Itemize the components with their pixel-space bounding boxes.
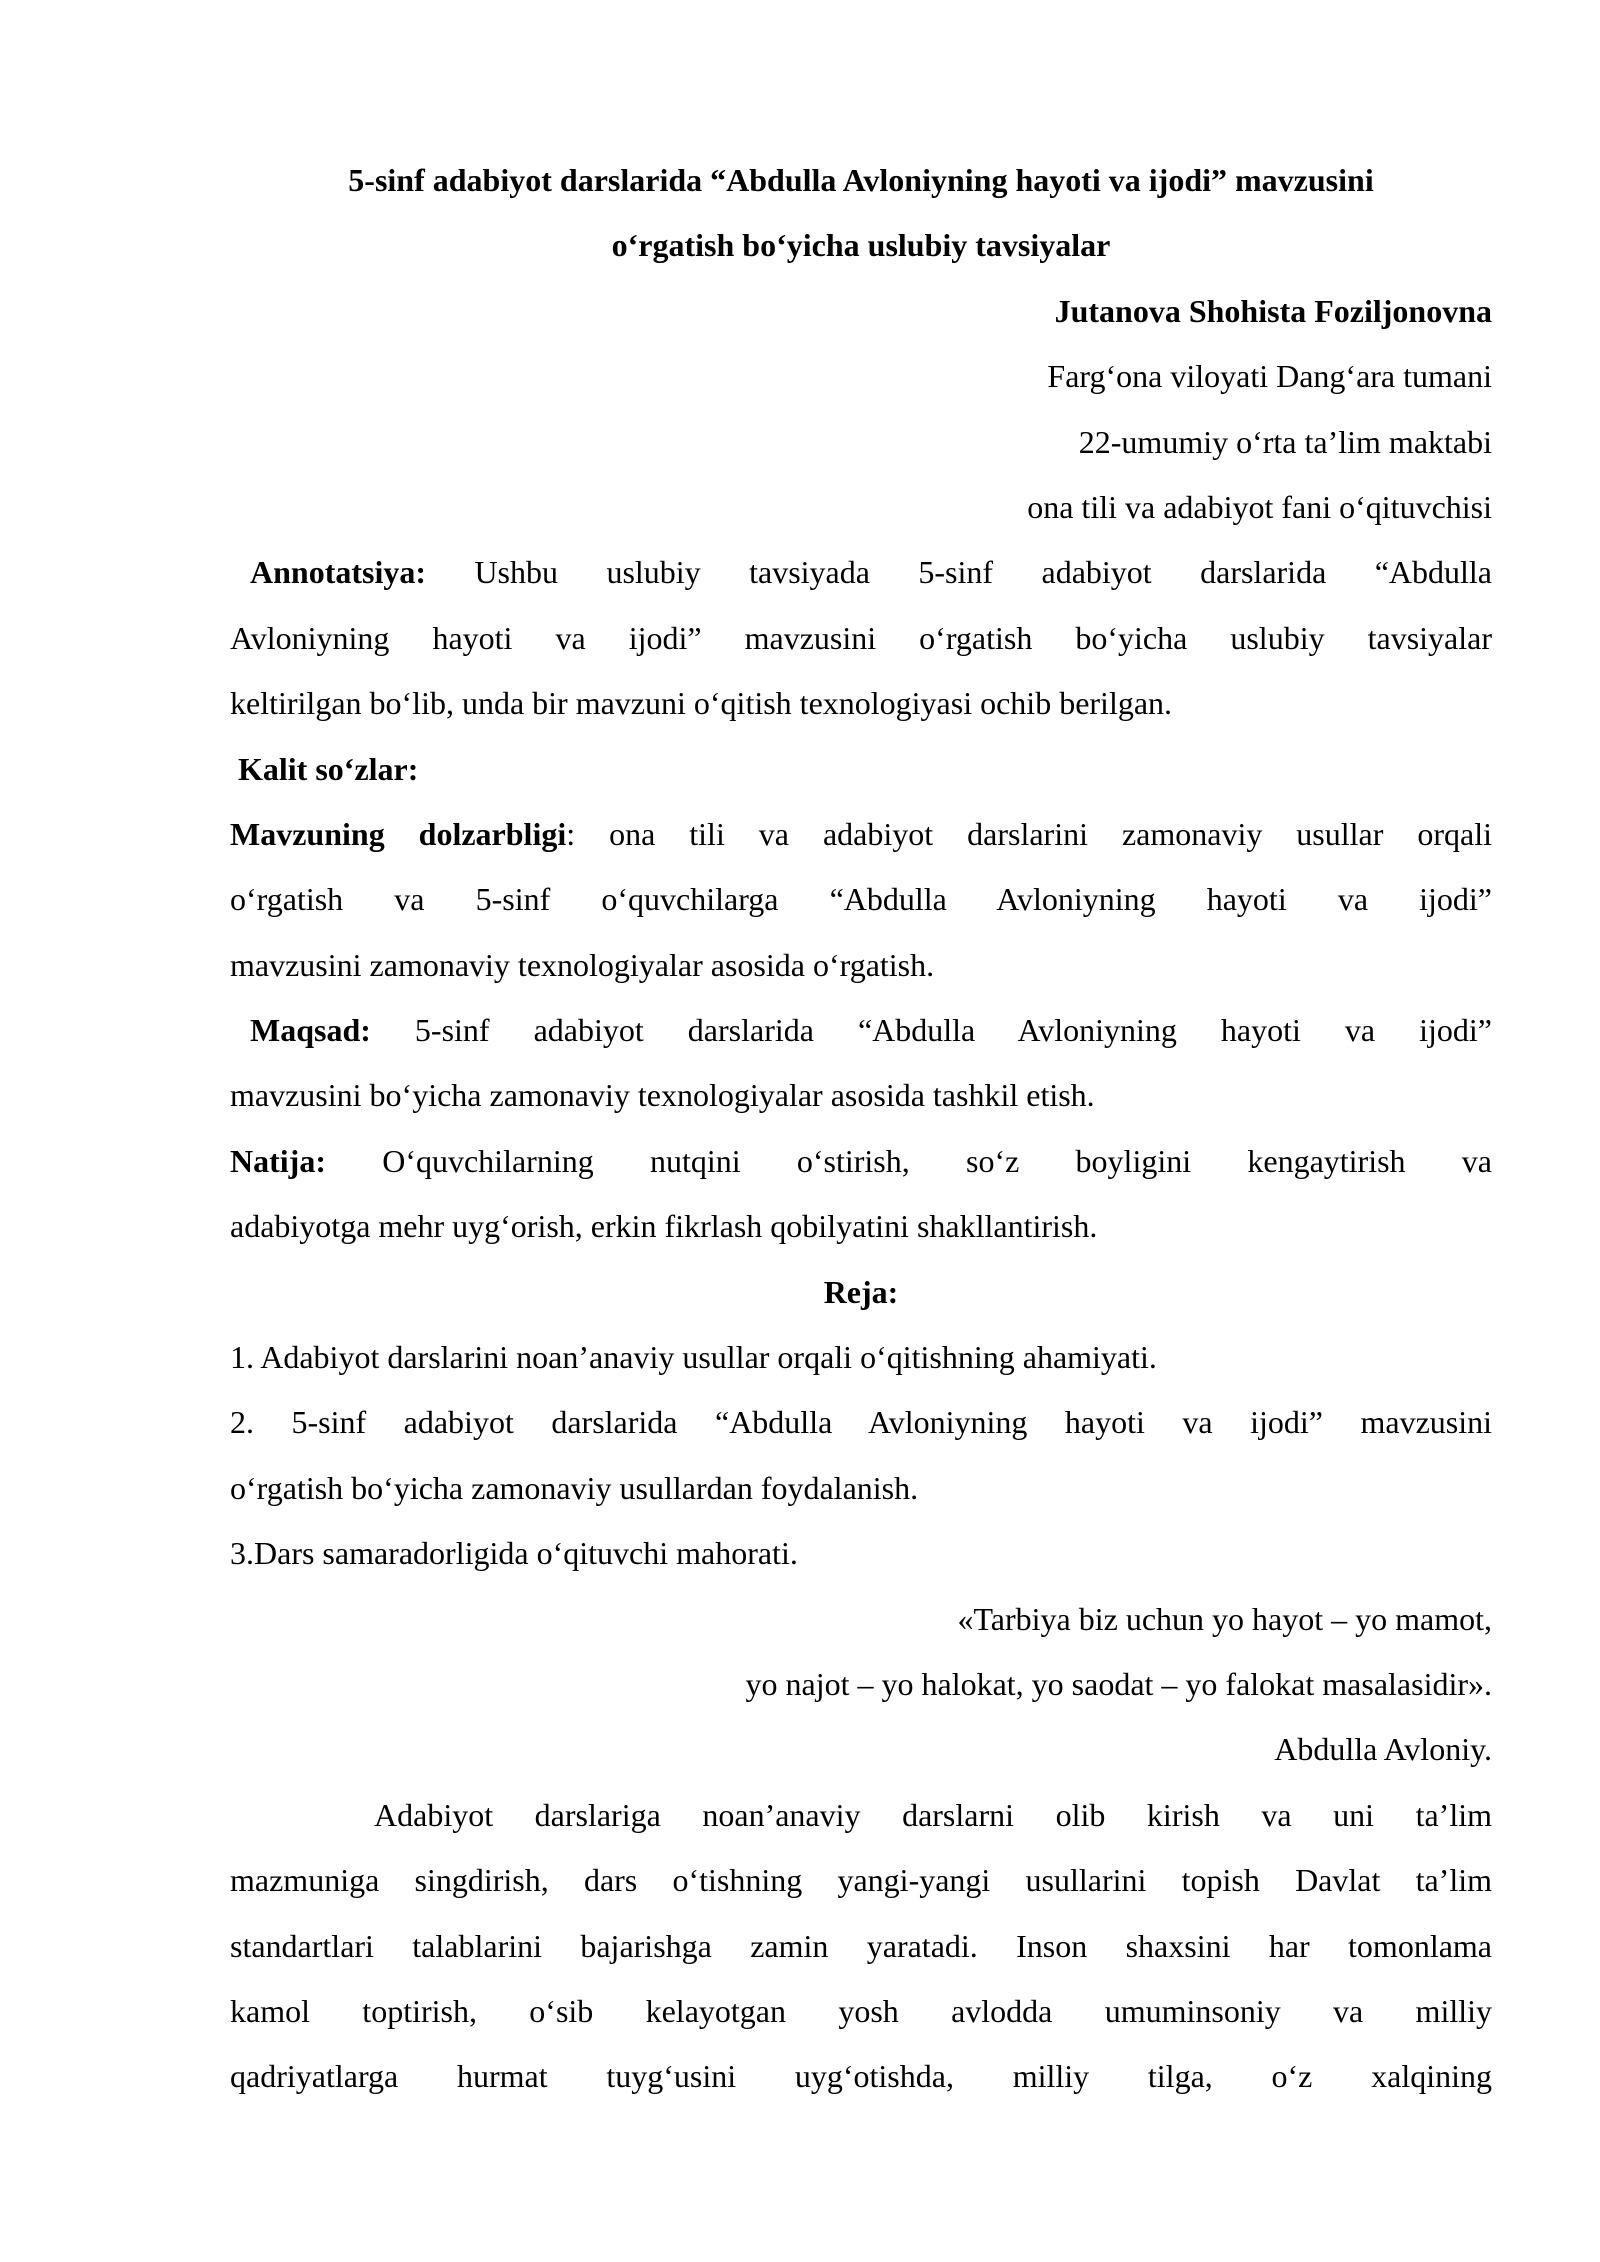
article-title-line-2: o‘rgatish bo‘yicha uslubiy tavsiyalar — [611, 227, 1111, 264]
relevance-line-3: mavzusini zamonaviy texnologiyalar asosida o‘rgatish. — [230, 946, 935, 983]
author-school: 22-umumiy o‘rta ta’lim maktabi — [1078, 423, 1492, 460]
epigraph-line-1: «Tarbiya biz uchun yo hayot – yo mamot, — [957, 1600, 1492, 1637]
result-line-2: adabiyotga mehr uyg‘orish, erkin fikrlash qobilyatini shakllantirish. — [230, 1208, 1098, 1245]
epigraph-author: Abdulla Avloniy. — [1274, 1731, 1492, 1768]
annotation-line-2: Avloniyning hayoti va ijodi” mavzusini o‘rgatish bo‘yicha uslubiy tavsiyalar — [230, 619, 1492, 656]
plan-item-2-line-2: o‘rgatish bo‘yicha zamonaviy usullardan foydalanish. — [230, 1469, 919, 1506]
result-label: Natija: — [230, 1142, 326, 1179]
relevance-label: Mavzuning dolzarbligi — [230, 815, 567, 852]
annotation-label: Annotatsiya: — [250, 554, 427, 591]
plan-item-2-line-1: 2. 5-sinf adabiyot darslarida “Abdulla Avloniyning hayoti va ijodi” mavzusini — [230, 1404, 1492, 1441]
epigraph-line-2: yo najot – yo halokat, yo saodat – yo falokat masalasidir». — [745, 1665, 1492, 1702]
plan-item-3: 3.Dars samaradorligida o‘qituvchi mahorati. — [230, 1535, 798, 1572]
author-position: ona tili va adabiyot fani o‘qituvchisi — [1027, 488, 1492, 525]
annotation-line-1 — [230, 540, 1492, 605]
author-region: Farg‘ona viloyati Dang‘ara tumani — [1047, 358, 1492, 395]
body-line-2: mazmuniga singdirish, dars o‘tishning yangi-yangi usullarini topish Davlat ta’lim — [230, 1862, 1492, 1899]
goal-label: Maqsad: — [250, 1012, 371, 1049]
keywords-label: Kalit so‘zlar: — [238, 750, 419, 787]
result-text-1: O‘quvchilarning nutqini o‘stirish, so‘z boyligini kengaytirish va — [325, 1142, 1492, 1179]
relevance-text-1: : ona tili va adabiyot darslarini zamonaviy usullar orqali — [566, 815, 1492, 852]
article-title-line-1: 5-sinf adabiyot darslarida “Abdulla Avloniyning hayoti va ijodi” mavzusini — [348, 162, 1374, 198]
relevance-line-1 — [230, 802, 1492, 867]
goal-text-1: 5-sinf adabiyot darslarida “Abdulla Avloniyning hayoti va ijodi” — [370, 1012, 1492, 1049]
body-line-5: qadriyatlarga hurmat tuyg‘usini uyg‘otishda, milliy tilga, o‘z xalqining — [230, 2058, 1492, 2095]
annotation-text-1: Ushbu uslubiy tavsiyada 5-sinf adabiyot darslarida “Abdulla — [426, 554, 1492, 591]
relevance-line-2: o‘rgatish va 5-sinf o‘quvchilarga “Abdulla Avloniyning hayoti va ijodi” — [230, 881, 1492, 918]
body-line-1: Adabiyot darslariga noan’anaviy darslarni olib kirish va uni ta’lim — [374, 1796, 1492, 1833]
author-name: Jutanova Shohista Foziljonovna — [1054, 292, 1492, 329]
goal-line-2: mavzusini bo‘yicha zamonaviy texnologiyalar asosida tashkil etish. — [230, 1077, 1095, 1114]
document-content — [230, 148, 1492, 2110]
body-line-3: standartlari talablarini bajarishga zamin yaratadi. Inson shaxsini har tomonlama — [230, 1927, 1492, 1964]
result-line-1 — [230, 1129, 1492, 1194]
plan-title: Reja: — [823, 1273, 899, 1310]
annotation-line-3: keltirilgan bo‘lib, unda bir mavzuni o‘qitish texnologiyasi ochib berilgan. — [230, 685, 1173, 722]
body-line-4: kamol toptirish, o‘sib kelayotgan yosh avlodda umuminsoniy va milliy — [230, 1992, 1492, 2029]
plan-item-1: 1. Adabiyot darslarini noan’anaviy usullar orqali o‘qitishning ahamiyati. — [230, 1339, 1157, 1376]
goal-line-1 — [230, 998, 1492, 1063]
